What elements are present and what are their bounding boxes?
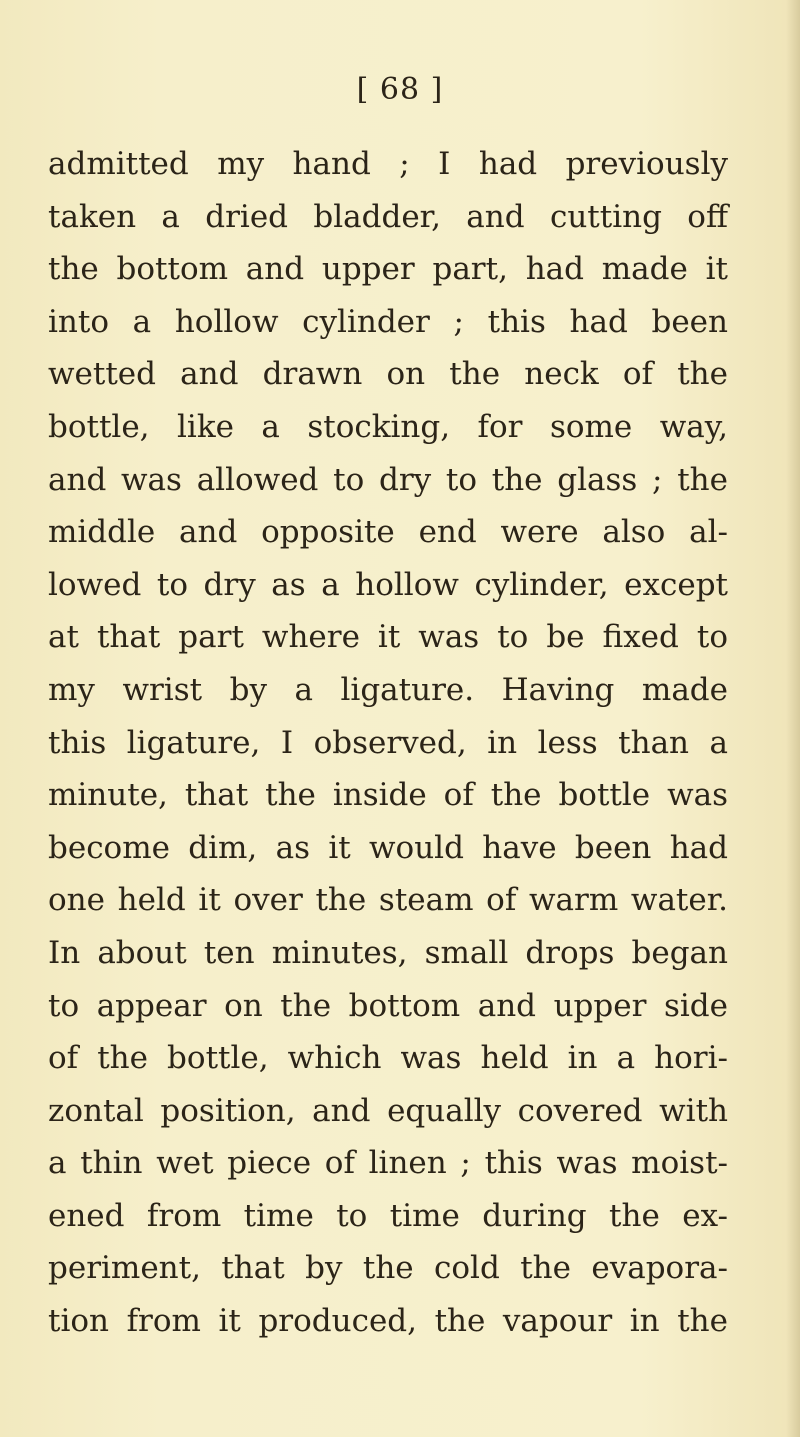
text-line-21: ened from time to time during the ex- <box>48 1197 728 1234</box>
text-line-13: minute, that the inside of the bottle was <box>48 777 728 814</box>
text-line-10: at that part where it was to be fixed to <box>48 619 728 656</box>
text-line-2: taken a dried bladder, and cutting off <box>48 198 728 235</box>
text-line-14: become dim, as it would have been had <box>48 829 728 866</box>
text-line-5: wetted and drawn on the neck of the <box>48 356 728 393</box>
text-line-6: bottle, like a stocking, for some way, <box>48 408 728 445</box>
text-line-8: middle and opposite end were also al- <box>48 514 728 551</box>
body-text <box>48 138 728 1348</box>
text-line-9: lowed to dry as a hollow cylinder, except <box>48 566 728 603</box>
text-line-17: to appear on the bottom and upper side <box>48 987 728 1024</box>
text-line-1: admitted my hand ; I had previously <box>48 146 728 182</box>
text-line-18: of the bottle, which was held in a hori- <box>48 1040 728 1077</box>
text-line-15: one held it over the steam of warm water. <box>48 882 728 919</box>
text-line-20: a thin wet piece of linen ; this was moist- <box>48 1145 728 1182</box>
text-line-3: the bottom and upper part, had made it <box>48 251 728 288</box>
text-line-12: this ligature, I observed, in less than a <box>48 724 728 761</box>
page-edge-shadow <box>786 0 800 1437</box>
text-line-11: my wrist by a ligature. Having made <box>48 671 728 708</box>
text-line-4: into a hollow cylinder ; this had been <box>48 303 728 340</box>
text-line-19: zontal position, and equally covered with <box>48 1092 728 1129</box>
text-line-22: periment, that by the cold the evapora- <box>48 1250 728 1287</box>
text-line-7: and was allowed to dry to the glass ; the <box>48 461 728 498</box>
page-number: [ 68 ] <box>356 72 444 107</box>
text-line-23: tion from it produced, the vapour in the <box>48 1303 728 1340</box>
text-line-16: In about ten minutes, small drops began <box>48 934 728 971</box>
